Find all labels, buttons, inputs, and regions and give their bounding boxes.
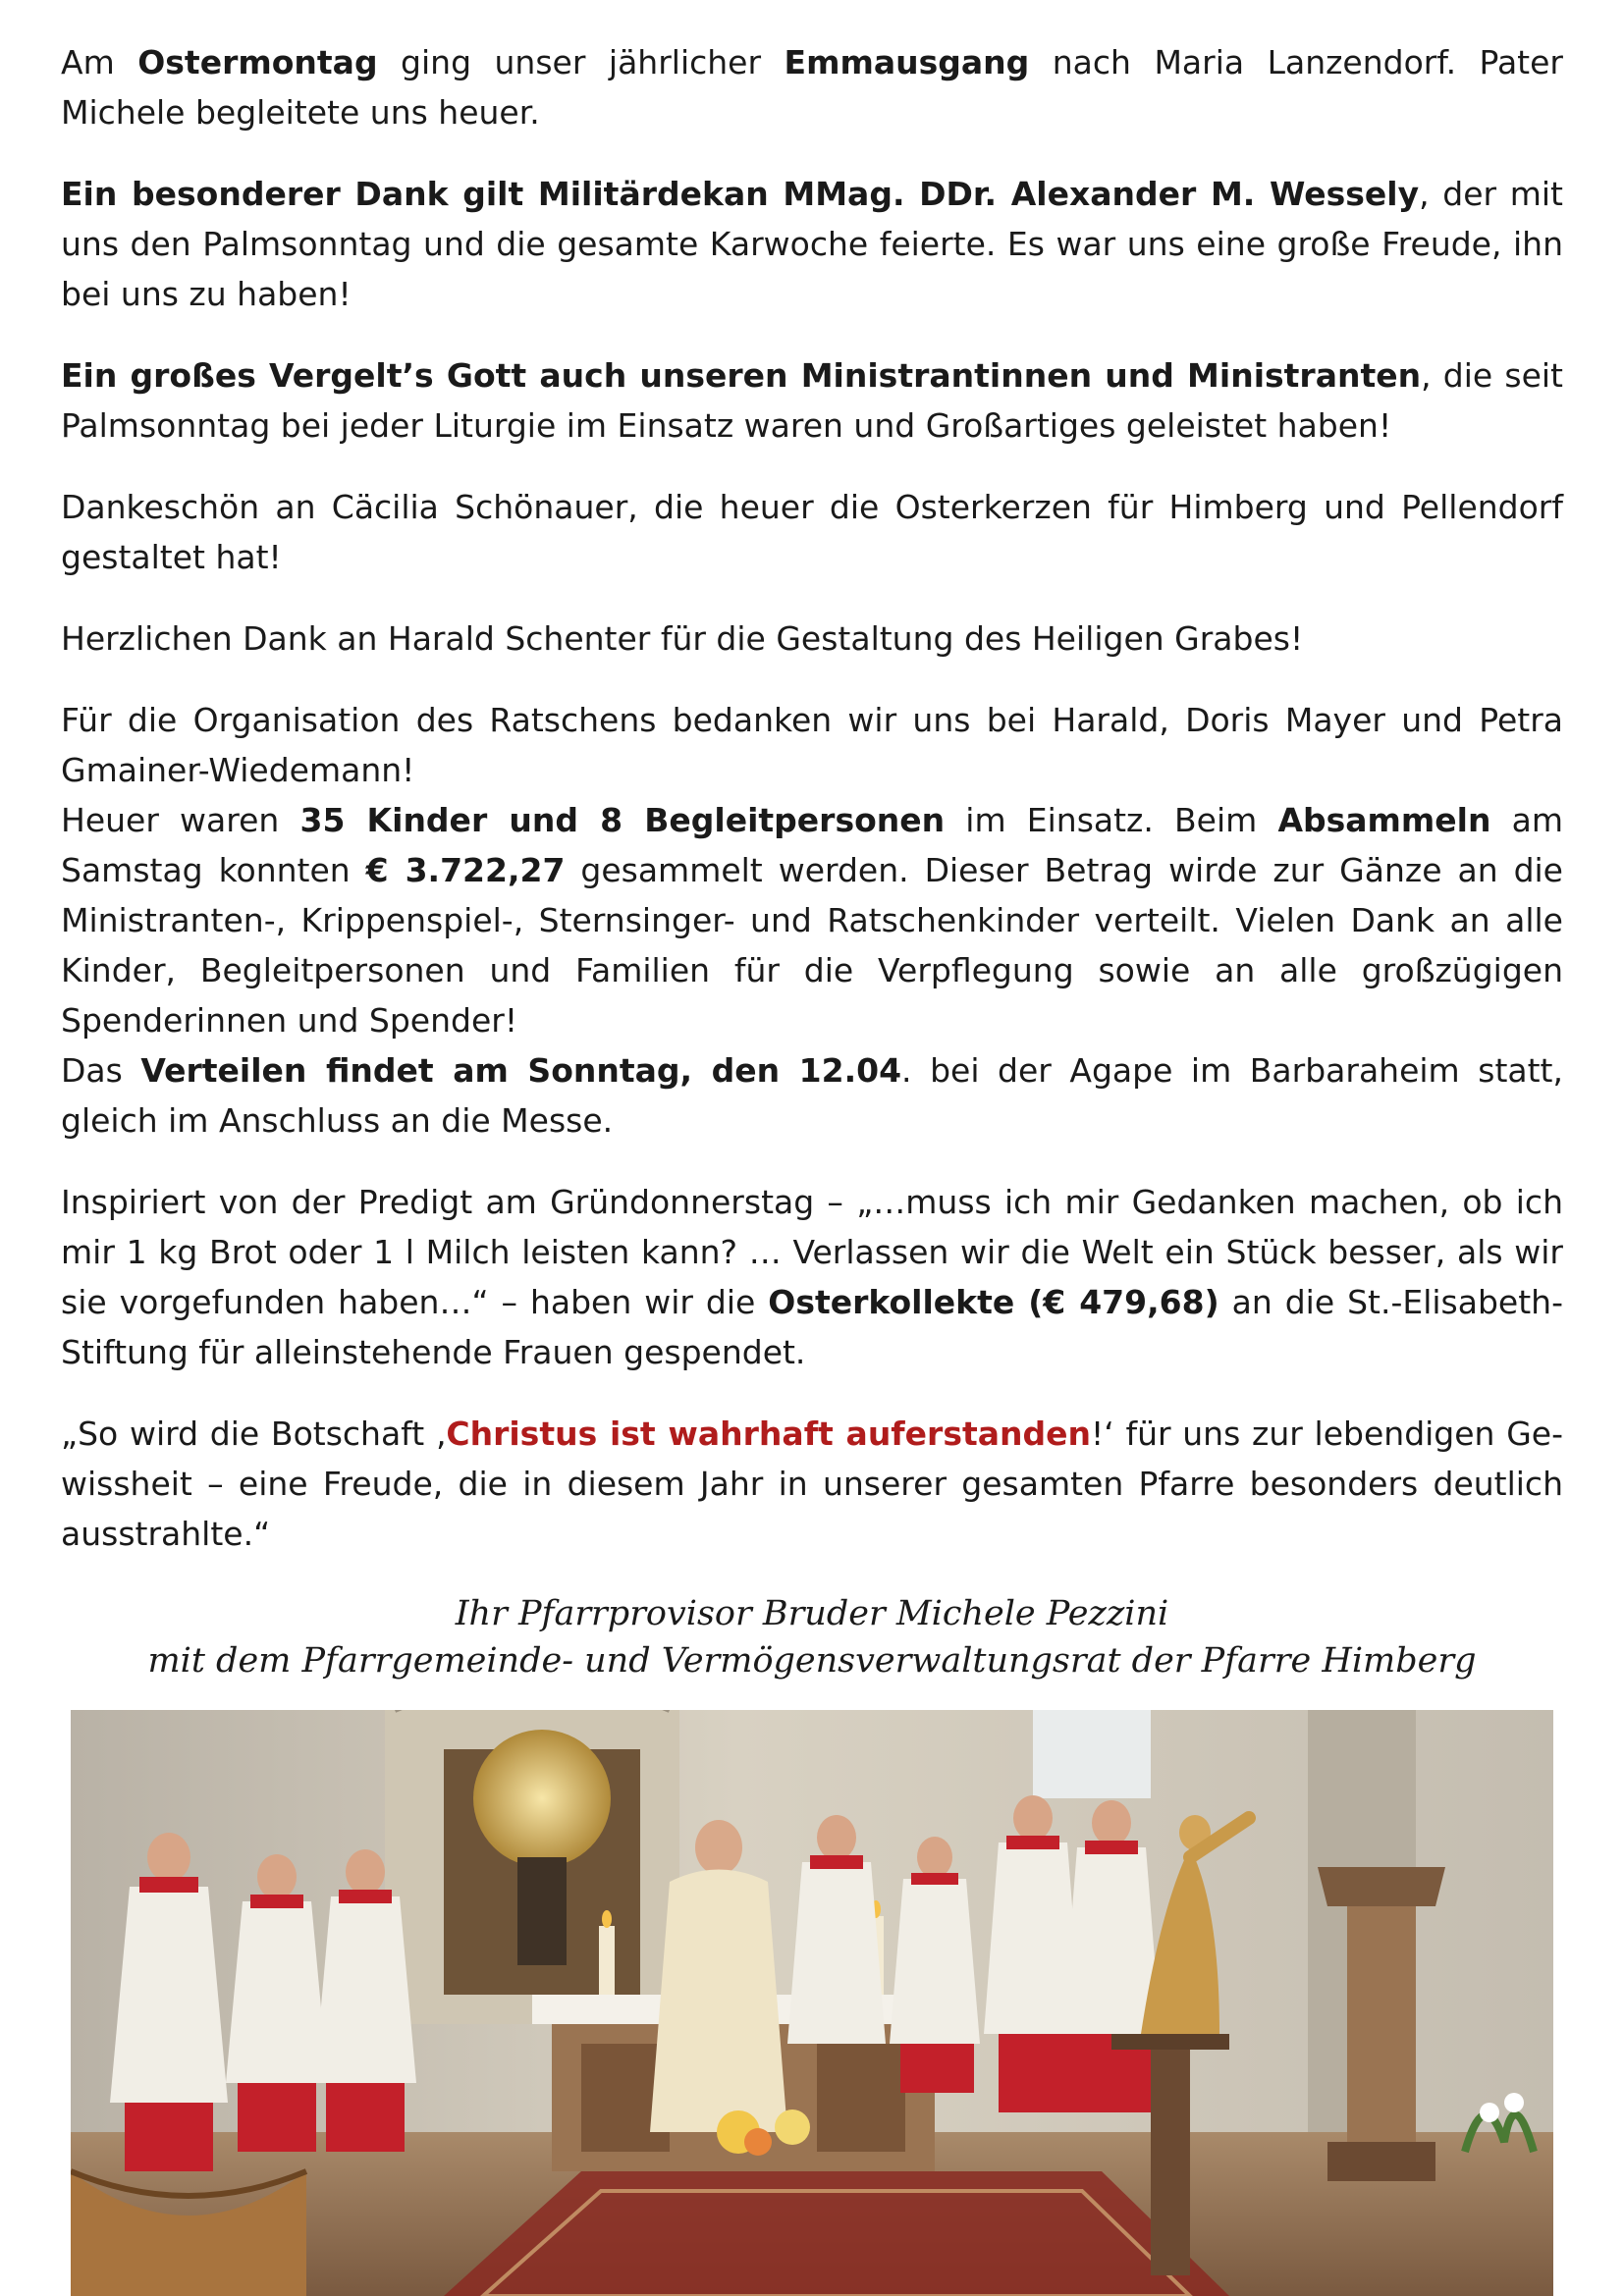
text-run: Inspiriert von der Predigt am Gründonnerstag – „…muss ich mir Gedanken machen, ob ich mir 1 kg Brot oder 1 l Milch leisten kann? … Verlassen wir die Welt ein Stück besser, als wir sie vorgefunden haben…“ – haben wir die bbox=[61, 1183, 1563, 1321]
text-run: Heuer waren bbox=[61, 801, 300, 839]
paragraph-heiliges-grab bbox=[61, 614, 1563, 664]
text-run: „So wird die Botschaft ‚ bbox=[61, 1415, 447, 1453]
text-run: im Einsatz. Beim bbox=[945, 801, 1278, 839]
text-run: , die seit Palmsonntag bei jeder Liturgie im Einsatz waren und Großartiges geleistet haben! bbox=[61, 356, 1563, 445]
bold-run: Ostermontag bbox=[137, 43, 378, 81]
paragraph-osterkerzen bbox=[61, 482, 1563, 582]
paragraph-osterkollekte bbox=[61, 1177, 1563, 1377]
bold-run: Ein großes Vergelt’s Gott auch unseren Ministrantinnen und Ministranten bbox=[61, 356, 1422, 395]
bold-run: Osterkollekte (€ 479,68) bbox=[768, 1283, 1219, 1321]
bold-run: Absammeln bbox=[1277, 801, 1491, 839]
bold-run: 35 Kinder und 8 Begleitpersonen bbox=[299, 801, 946, 839]
church-altar-illustration bbox=[71, 1710, 1553, 2296]
text-run: gesammelt werden. Dieser Betrag wirde zur Gänze an die Ministranten-, Krippenspiel-, Sternsinger- und Ratschenkinder verteilt. Vielen Dank an alle Kinder, Begleitpersonen und Familien für die Verpflegung sowie an alle großzügigen Spenderinnen und Spender! bbox=[61, 851, 1563, 1040]
text-run: Dankeschön an Cäcilia Schönauer, die heuer die Osterkerzen für Himberg und Pellendorf gestaltet hat! bbox=[61, 488, 1563, 576]
bold-run: Ein besonderer Dank gilt Militärdekan MMag. DDr. Alexander M. Wessely bbox=[61, 175, 1420, 213]
text-run: , der mit uns den Palmsonntag und die gesamte Karwoche feierte. Es war uns eine große Freude, ihn bei uns zu haben! bbox=[61, 175, 1564, 313]
tabernacle bbox=[517, 1857, 567, 1965]
church-altar-photo bbox=[71, 1710, 1553, 2296]
paragraph-absammeln bbox=[61, 795, 1563, 1045]
paragraph-ministranten bbox=[61, 350, 1563, 451]
paragraph-botschaft bbox=[61, 1409, 1563, 1559]
bold-run: € 3.722,27 bbox=[365, 851, 566, 889]
signature-line-2: mit dem Pfarrgemeinde- und Vermögensverwaltungsrat der Pfarre Himberg bbox=[147, 1641, 1477, 1681]
text-run: Am bbox=[61, 43, 138, 81]
paragraph-ratschen-organisation bbox=[61, 695, 1563, 795]
priest-vestment bbox=[650, 1870, 787, 2133]
golden-sunburst bbox=[473, 1730, 611, 1867]
paragraph-dank-wessely bbox=[61, 169, 1563, 319]
altar-panel-right bbox=[817, 2044, 905, 2152]
text-run: . bei der Agape im Barbaraheim statt, gleich im Anschluss an die Messe. bbox=[61, 1051, 1563, 1140]
altar-servers-left bbox=[110, 1833, 416, 2171]
bold-run: Emmausgang bbox=[784, 43, 1030, 81]
text-run: an die St.-Elisabeth-Stiftung für alleinstehende Frauen gespendet. bbox=[61, 1283, 1563, 1371]
signature-block bbox=[61, 1590, 1563, 1684]
text-run: nach Maria Lanzendorf. Pater Michele begleitete uns heuer. bbox=[61, 43, 1563, 132]
text-run: Das bbox=[61, 1051, 141, 1090]
highlight-run: Christus ist wahrhaft auferstanden bbox=[446, 1415, 1091, 1453]
paragraph-ostermontag bbox=[61, 37, 1563, 137]
church-window bbox=[1033, 1710, 1151, 1798]
text-run: Für die Organisation des Ratschens bedanken wir uns bei Harald, Doris Mayer und Petra Gmainer-Wiedemann! bbox=[61, 701, 1563, 789]
bold-run: Verteilen findet am Sonntag, den 12.04 bbox=[140, 1051, 902, 1090]
priest-head bbox=[695, 1820, 742, 1875]
candle-flame-left bbox=[602, 1910, 612, 1928]
text-run: Herzlichen Dank an Harald Schenter für die Gestaltung des Heiligen Grabes! bbox=[61, 619, 1304, 658]
text-run: !‘ für uns zur lebendigen Gewissheit – eine Freude, die in diesem Jahr in unserer gesamten Pfarre besonders deutlich ausstrahlte.“ bbox=[61, 1415, 1563, 1553]
signature-line-1: Ihr Pfarrprovisor Bruder Michele Pezzini bbox=[455, 1594, 1169, 1633]
paragraph-verteilen bbox=[61, 1045, 1563, 1146]
text-run: am Samstag konnten bbox=[61, 801, 1563, 889]
candle-left bbox=[599, 1926, 615, 1995]
text-run: ging unser jährlicher bbox=[377, 43, 785, 81]
